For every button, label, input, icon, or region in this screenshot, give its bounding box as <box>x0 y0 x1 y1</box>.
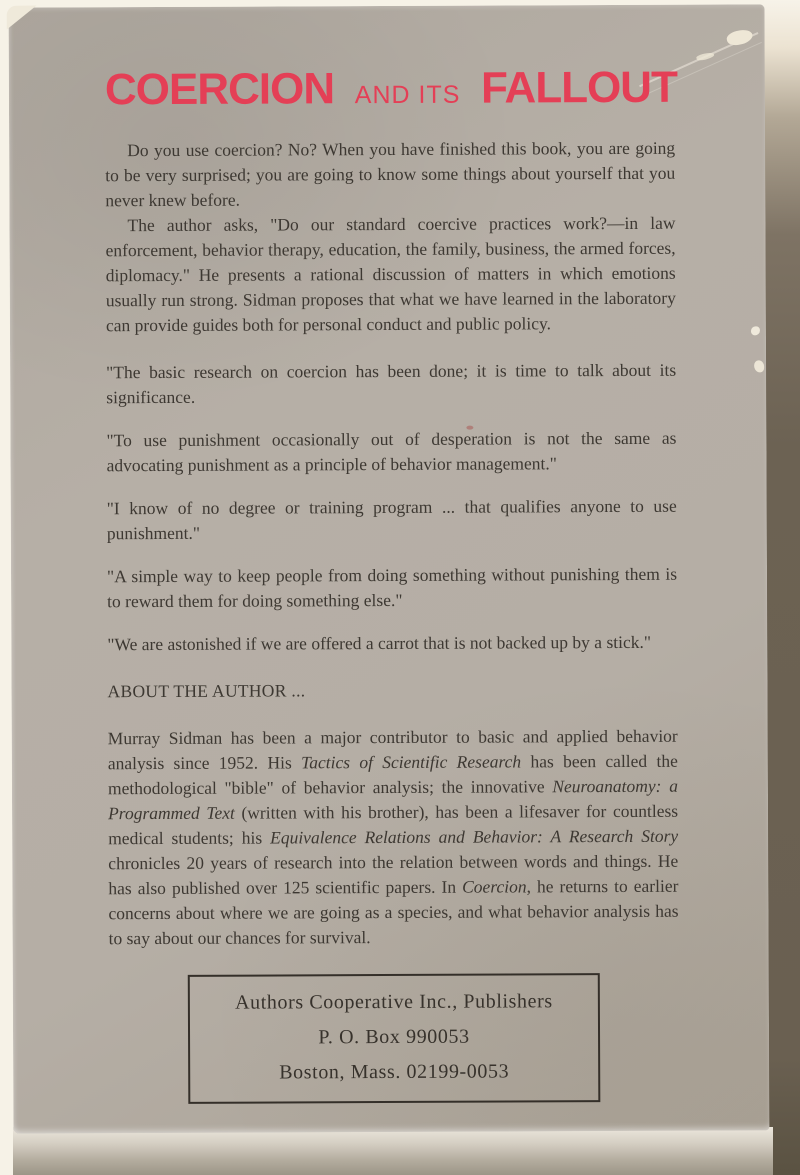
book-pages-edge <box>13 1127 773 1175</box>
book-title <box>105 63 677 115</box>
page-edge-shadow <box>764 0 800 1175</box>
title-word-coercion: COERCION <box>104 64 335 115</box>
publisher-city-zip: Boston, Mass. 02199-0053 <box>279 1060 510 1084</box>
about-the-author-paragraph: Murray Sidman has been a major contributor to basic and applied behavior analysis since 1952. His Tactics of Scientific Research has been called the methodological "bible" of behavior analysis; the innovative Neuroanatomy: a Programmed Text (written with his brother), has been a lifesaver for countless medical students; his Equivalence Relations and Behavior: A Research Story chronicles 20 years of research into the relation between words and things. He has also published over 125 scientific papers. In Coercion, he returns to earlier concerns about where we are going as a species, and what behavior analysis has to say about our chances for survival. <box>107 725 679 949</box>
book-back-cover <box>9 4 770 1133</box>
scan-speck <box>754 360 764 372</box>
title-word-fallout: FALLOUT <box>480 62 677 113</box>
intro-paragraph-2: The author asks, "Do our standard coercive practices work?—in law enforcement, behavior therapy, education, the family, business, the armed forces, diplomacy." He presents a rational discussion of matters in which emotions usually run strong. Sidman proposes that what we have learned in the laboratory can provide guides both for personal conduct and public policy. <box>105 212 676 336</box>
pull-quote-1: "The basic research on coercion has been done; it is time to talk about its significance. <box>106 359 677 408</box>
pull-quote-3: "I know of no degree or training program ... that qualifies anyone to use punishment." <box>106 495 677 544</box>
back-cover-text <box>105 136 679 1104</box>
pull-quote-2: "To use punishment occasionally out of desperation is not the same as advocating punishment as a principle of behavior management." <box>106 427 677 476</box>
about-the-author-heading: ABOUT THE AUTHOR ... <box>107 680 306 702</box>
worn-corner-top-left <box>7 6 37 30</box>
scan-speck <box>751 326 760 335</box>
intro-paragraph-1: Do you use coercion? No? When you have finished this book, you are going to be very surprised; you are going to know some things about yourself that you never knew before. <box>105 137 676 211</box>
publisher-po-box: P. O. Box 990053 <box>318 1025 470 1049</box>
publisher-name: Authors Cooperative Inc., Publishers <box>234 990 553 1014</box>
title-connector: AND ITS <box>354 80 461 110</box>
pull-quote-4: "A simple way to keep people from doing something without punishing them is to reward them for doing something else." <box>106 563 678 612</box>
pull-quote-5: "We are astonished if we are offered a carrot that is not backed up by a stick." <box>107 631 652 655</box>
worn-corner-top-right <box>725 27 754 47</box>
publisher-box <box>188 973 601 1104</box>
